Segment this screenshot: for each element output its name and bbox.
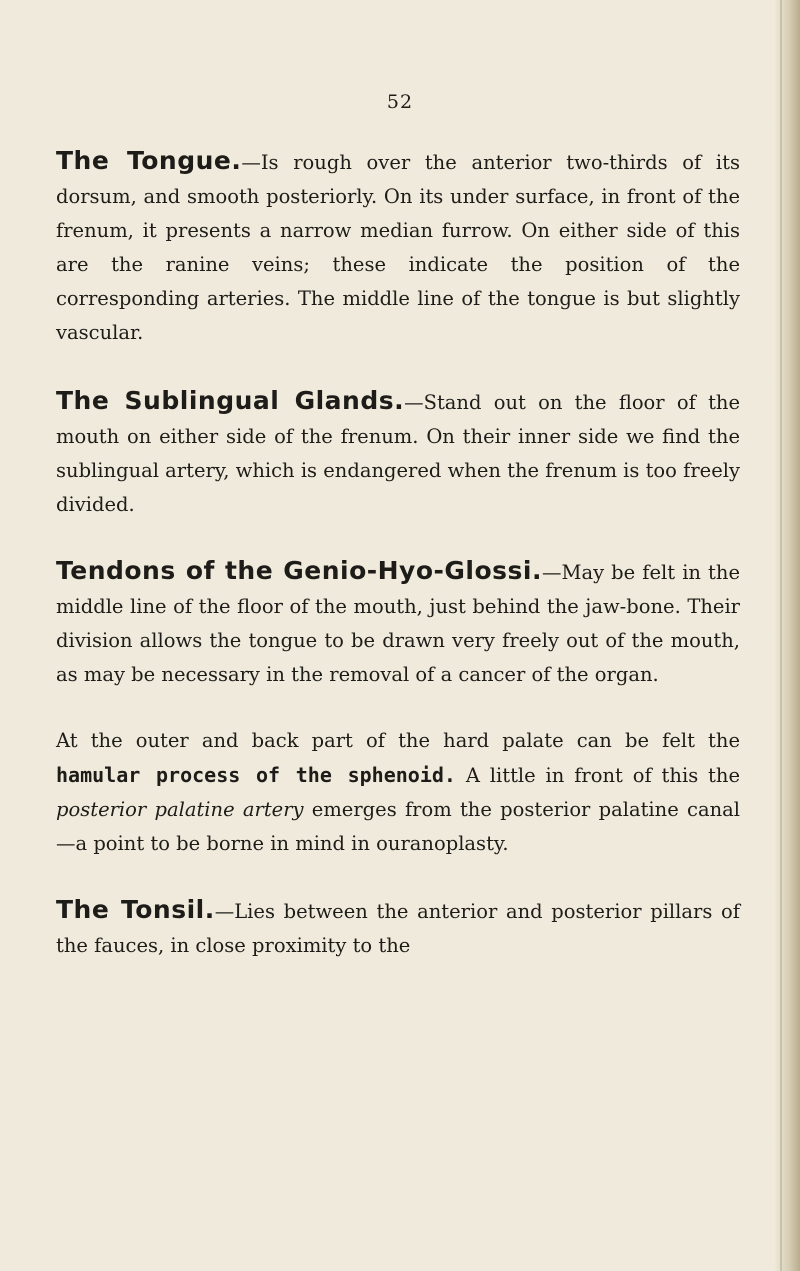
paragraph-tongue: [56, 144, 740, 350]
paragraph-hamular-process: [56, 724, 740, 861]
term-posterior-palatine-artery: posterior palatine artery: [56, 798, 304, 821]
text-tendons: —May be felt in the middle line of the floor of the mouth, just behind the jaw-bone. Their division allows the tongue to be drawn very freely out of the mouth, as may be necessary in the removal of a cancer of the organ.: [56, 561, 740, 686]
text-tongue: —Is rough over the anterior two-thirds of its dorsum, and smooth posteriorly. On its under surface, in front of the frenum, it presents a narrow median furrow. On either side of this are the ranine veins; these indicate the position of the corresponding arteries. The middle line of the tongue is but slightly vascular.: [56, 151, 740, 344]
page-body: [56, 144, 740, 963]
term-hamular-process: hamular process of the sphenoid.: [56, 763, 456, 787]
heading-tongue: The Tongue.: [56, 146, 242, 175]
text-hamular-before: At the outer and back part of the hard palate can be felt the: [56, 729, 740, 752]
paragraph-tonsil: [56, 893, 740, 963]
page-number: 52: [386, 91, 414, 113]
heading-sublingual-glands: The Sublingual Glands.: [56, 386, 405, 415]
text-hamular-after: emerges from the posterior palatine canal—a point to be borne in mind in ouranoplasty.: [56, 798, 740, 855]
page-edge-shadow: [774, 0, 800, 1271]
paragraph-tendons: [56, 554, 740, 692]
text-tonsil: —Lies between the anterior and posterior pillars of the fauces, in close proximity to the: [56, 900, 740, 957]
page-edge-line: [780, 0, 782, 1271]
text-hamular-middle: A little in front of this the: [455, 764, 740, 787]
heading-tendons: Tendons of the Genio-Hyo-Glossi.: [56, 556, 542, 585]
heading-tonsil: The Tonsil.: [56, 895, 215, 924]
text-sublingual-glands: —Stand out on the floor of the mouth on either side of the frenum. On their inner side we find the sublingual artery, which is endangered when the frenum is too freely divided.: [56, 391, 741, 516]
paragraph-sublingual-glands: [56, 384, 740, 522]
